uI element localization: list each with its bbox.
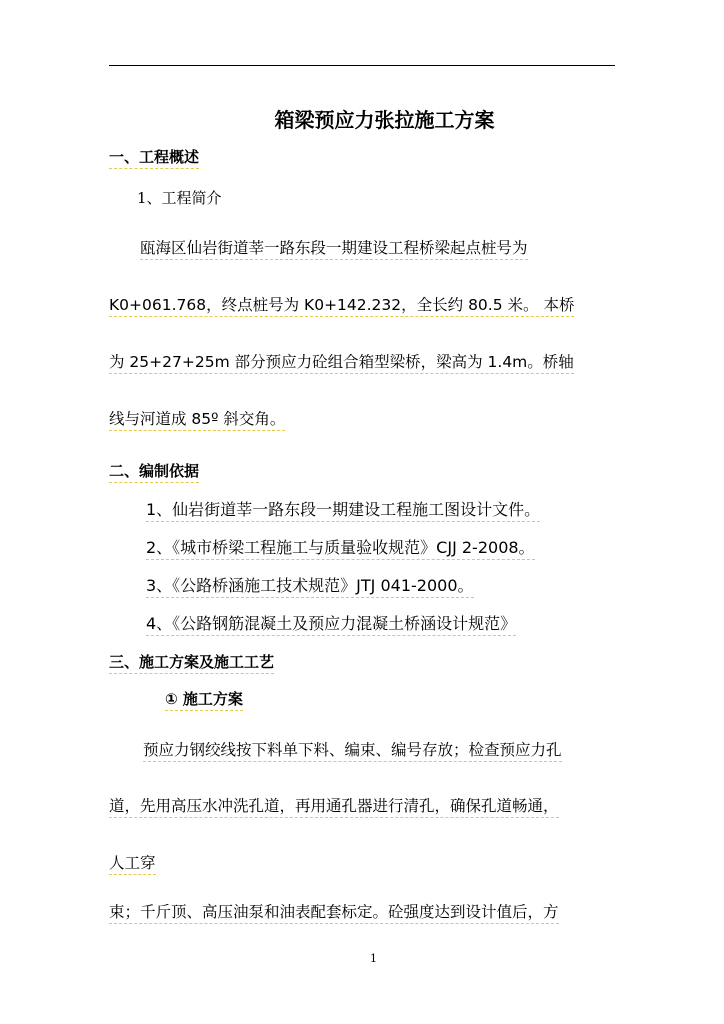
paragraph-line: 束；千斤顶、高压油泵和油表配套标定。砼强度达到设计值后，方 [109,900,559,922]
paragraph-line: 人工穿 [109,851,156,873]
paragraph-line: 瓯海区仙岩街道莘一路东段一期建设工程桥梁起点桩号为 [140,236,528,258]
section-2-heading: 二、编制依据 [109,460,199,481]
section-1-subheading: 1、工程简介 [137,189,222,207]
section-3-subheading: ① 施工方案 [165,688,243,709]
header-rule [109,65,615,66]
paragraph-line: 预应力钢绞线按下料单下料、编束、编号存放；检查预应力孔 [143,738,562,760]
section-1-heading: 一、工程概述 [109,146,199,167]
section-3-heading: 三、施工方案及施工工艺 [109,651,274,672]
paragraph-line: 线与河道成 85º 斜交角。 [109,407,285,429]
document-title: 箱梁预应力张拉施工方案 [274,108,495,132]
reference-item: 4、《公路钢筋混凝土及预应力混凝土桥涵设计规范》 [146,611,516,634]
reference-item: 2、《城市桥梁工程施工与质量验收规范》CJJ 2-2008。 [146,535,535,558]
paragraph-line: K0+061.768，终点桩号为 K0+142.232，全长约 80.5 米。 本桥 [109,293,574,315]
paragraph-line: 为 25+27+25m 部分预应力砼组合箱型梁桥，梁高为 1.4m。桥轴 [109,350,574,372]
paragraph-line: 道，先用高压水冲洗孔道，再用通孔器进行清孔，确保孔道畅通， [109,794,559,816]
reference-item: 3、《公路桥涵施工技术规范》JTJ 041-2000。 [146,573,474,596]
page-number: 1 [370,952,377,965]
reference-item: 1、仙岩街道莘一路东段一期建设工程施工图设计文件。 [146,497,540,520]
